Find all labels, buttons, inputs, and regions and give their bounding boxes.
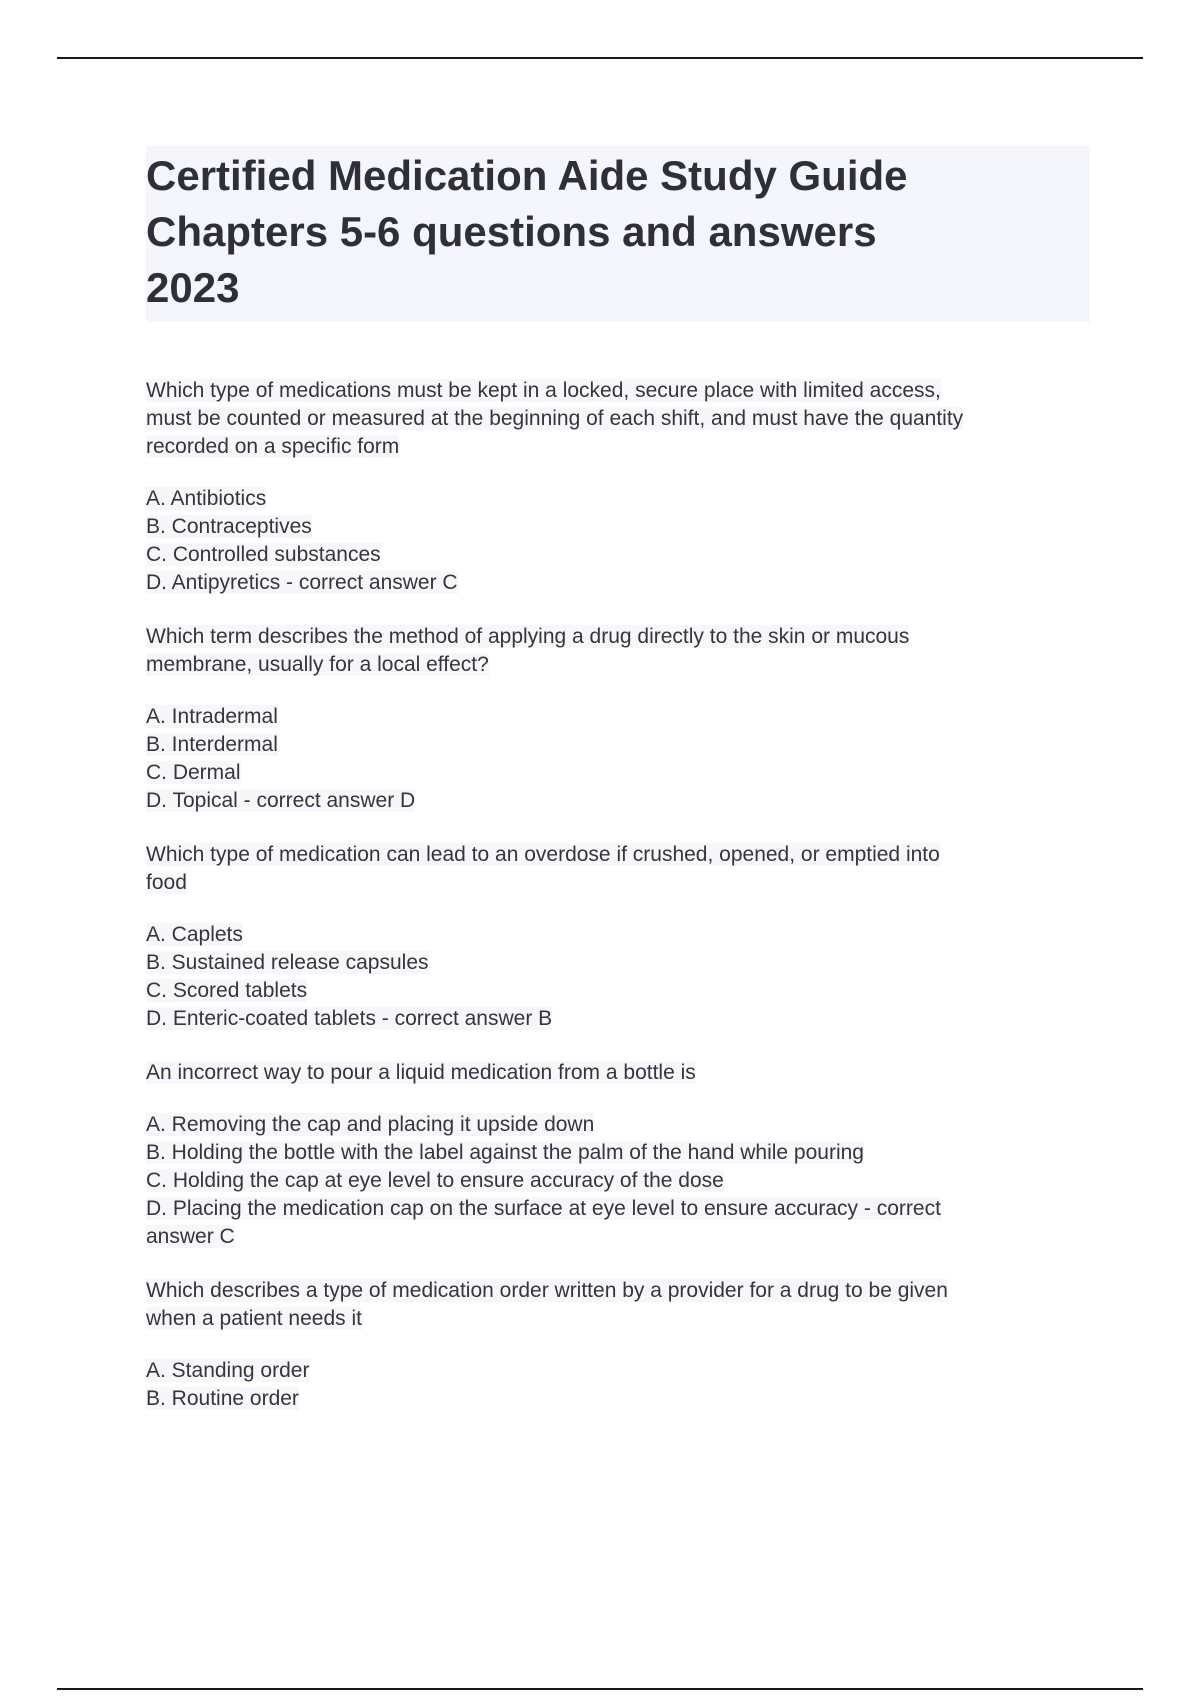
answer-option: A. Intradermal [146,705,278,728]
title-line: 2023 [146,264,240,311]
question-4 [146,1059,1090,1251]
answer-option: B. Interdermal [146,733,278,756]
answer-option: C. Holding the cap at eye level to ensure accuracy of the dose [146,1169,724,1192]
answer-options [146,1111,1090,1251]
answer-option: A. Antibiotics [146,487,267,510]
question-line: membrane, usually for a local effect? [146,653,489,676]
answer-option: A. Caplets [146,923,243,946]
question-1 [146,377,1090,597]
document-title [146,146,1090,316]
answer-option: B. Routine order [146,1387,299,1410]
question-line: An incorrect way to pour a liquid medication from a bottle is [146,1061,696,1084]
question-line: food [146,871,187,894]
question-text [146,1059,1090,1087]
answer-option: B. Sustained release capsules [146,951,429,974]
question-line: Which type of medication can lead to an overdose if crushed, opened, or emptied into [146,843,940,866]
question-line: Which type of medications must be kept in a locked, secure place with limited access, [146,379,941,402]
question-5 [146,1277,1090,1413]
answer-option: D. Antipyretics - correct answer C [146,571,458,594]
answer-option: B. Contraceptives [146,515,312,538]
title-line: Chapters 5-6 questions and answers [146,208,877,255]
question-text [146,623,1090,679]
question-text [146,377,1090,461]
answer-option: A. Standing order [146,1359,310,1382]
top-rule [57,57,1143,59]
answer-option: B. Holding the bottle with the label against the palm of the hand while pouring [146,1141,864,1164]
answer-option: A. Removing the cap and placing it upside down [146,1113,595,1136]
question-text [146,841,1090,897]
answer-options [146,921,1090,1033]
title-line: Certified Medication Aide Study Guide [146,152,908,199]
question-list [146,377,1090,1413]
question-3 [146,841,1090,1033]
answer-option: C. Controlled substances [146,543,381,566]
title-box [146,146,1090,322]
answer-option: C. Dermal [146,761,241,784]
answer-options [146,1357,1090,1413]
answer-option: C. Scored tablets [146,979,308,1002]
question-line: Which term describes the method of applying a drug directly to the skin or mucous [146,625,910,648]
answer-option: answer C [146,1225,235,1248]
question-line: must be counted or measured at the beginning of each shift, and must have the quantity [146,407,964,430]
question-text [146,1277,1090,1333]
answer-options [146,703,1090,815]
answer-option: D. Topical - correct answer D [146,789,416,812]
bottom-rule [57,1688,1143,1690]
answer-option: D. Placing the medication cap on the surface at eye level to ensure accuracy - correct [146,1197,941,1220]
document-content [146,146,1090,1439]
answer-option: D. Enteric-coated tablets - correct answer B [146,1007,553,1030]
question-line: when a patient needs it [146,1307,362,1330]
question-line: Which describes a type of medication order written by a provider for a drug to be given [146,1279,948,1302]
question-line: recorded on a specific form [146,435,400,458]
answer-options [146,485,1090,597]
question-2 [146,623,1090,815]
